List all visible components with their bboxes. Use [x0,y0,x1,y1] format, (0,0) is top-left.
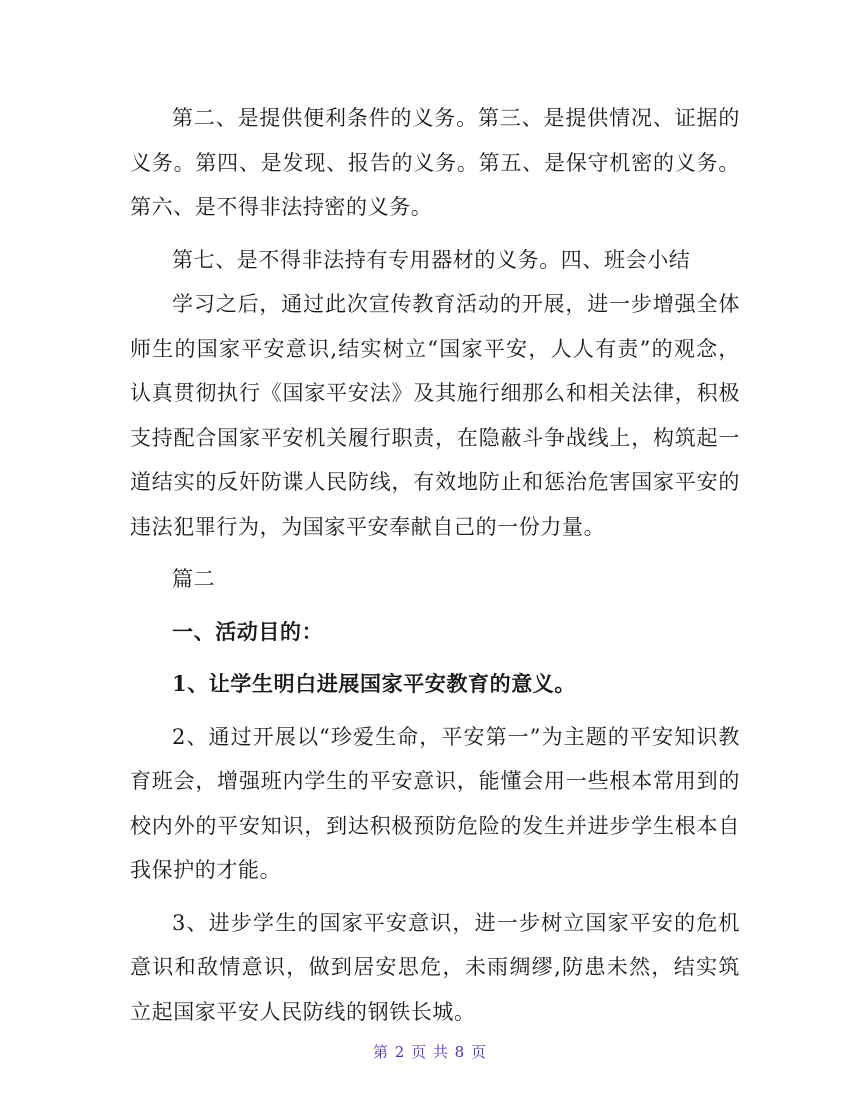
page-number-footer: 第 2 页 共 8 页 [373,1043,487,1061]
goal-item-3: 3、进步学生的国家平安意识，进一步树立国家平安的危机意识和敌情意识，做到居安思危，未雨绸缪,防患未然，结实筑立起国家平安人民防线的钢铁长城。 [130,910,740,1024]
heading-activity-goals: 一、活动目的： [172,618,324,644]
paragraph-duties: 第二、是提供便利条件的义务。第三、是提供情况、证据的义务。第四、是发现、报告的义务。第五、是保守机密的义务。第六、是不得非法持密的义务。 [130,106,740,219]
goal-item-1: 1、让学生明白进展国家平安教育的意义。 [172,671,577,696]
paragraph-summary: 学习之后，通过此次宣传教育活动的开展，进一步增强全体师生的国家平安意识,结实树立“国家平安，人人有责”的观念，认真贯彻执行《国家平安法》及其施行细那么和相关法律，积极支持配合国家平安机关履行职责，在隐蔽斗争战线上，构筑起一道结实的反奸防谍人民防线，有效地防止和惩治危害国家平安的违法犯罪行为，为国家平安奉献自己的一份力量。 [130,292,740,539]
section-heading-part-two: 篇二 [172,567,216,591]
goal-item-2: 2、通过开展以“珍爱生命，平安第一”为主题的平安知识教育班会，增强班内学生的平安意识，能懂会用一些根本常用到的校内外的平安知识，到达积极预防危险的发生并进步学生根本自我保护的才能。 [130,724,740,882]
document-body [130,96,740,1034]
paragraph-seventh-duty: 第七、是不得非法持有专用器材的义务。四、班会小结 [172,247,691,272]
